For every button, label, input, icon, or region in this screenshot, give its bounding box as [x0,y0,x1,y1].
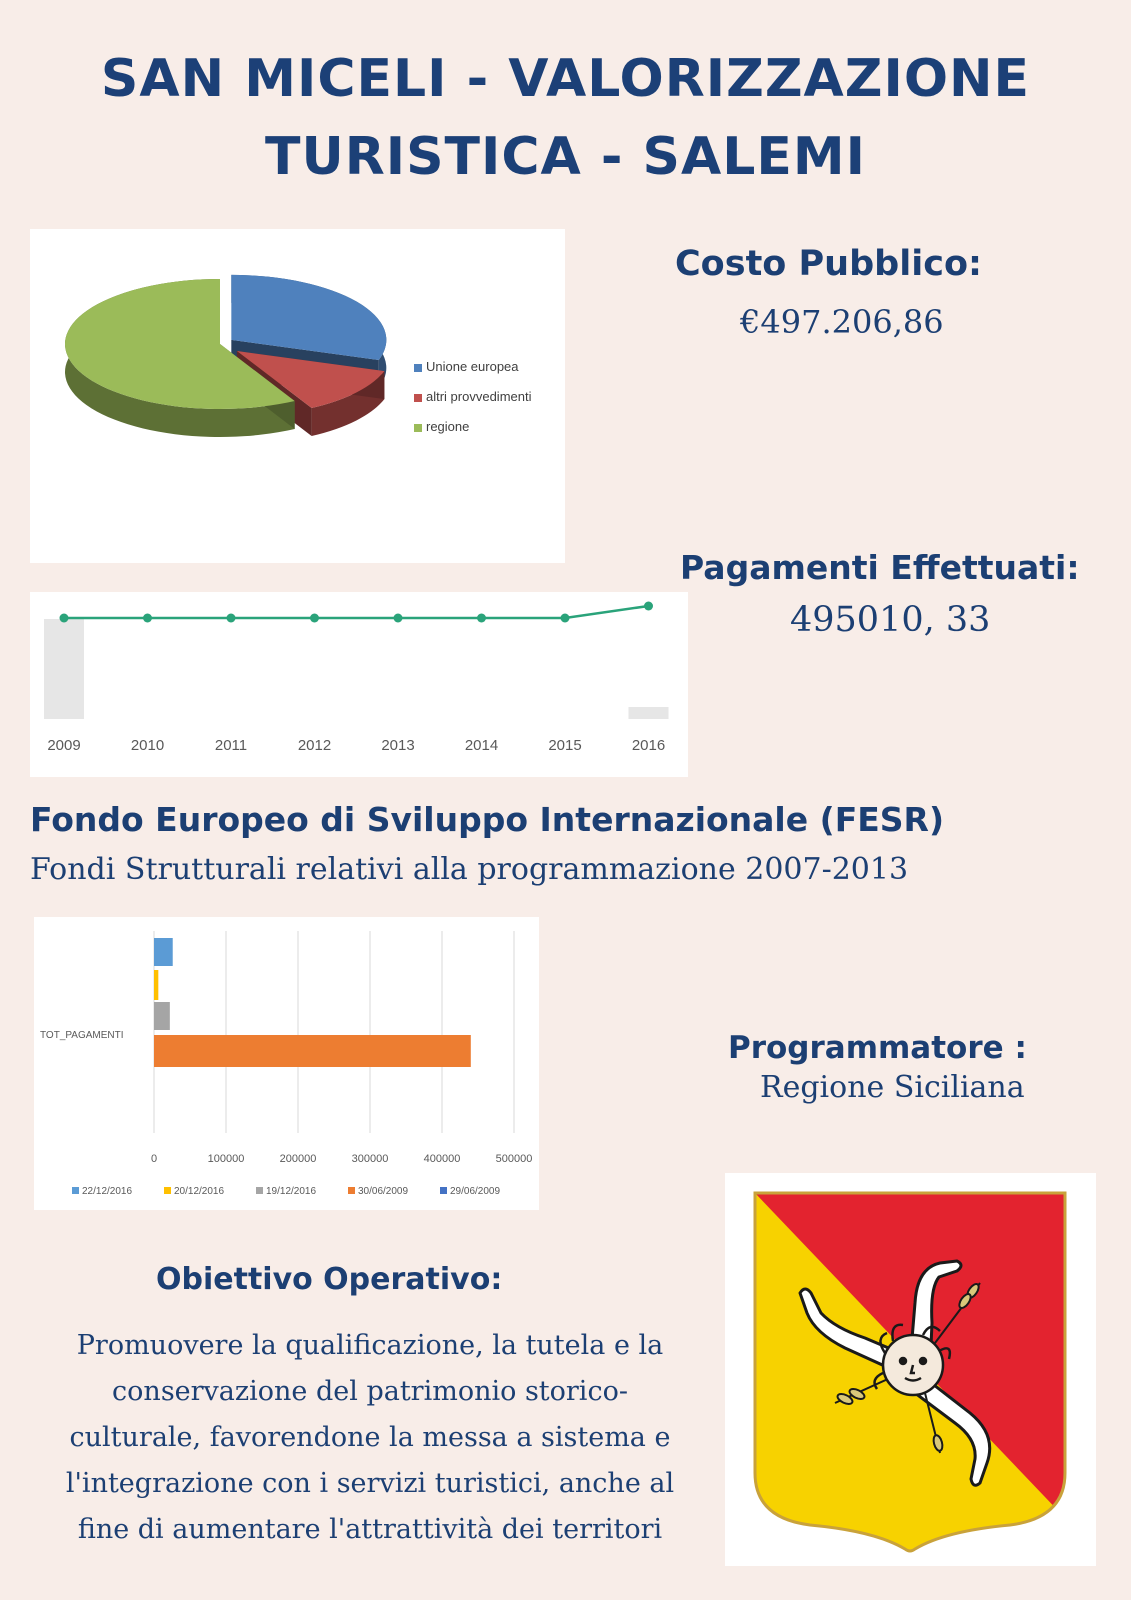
bar [154,1035,471,1067]
bar-category-label: TOT_PAGAMENTI [40,1030,124,1041]
line-chart [30,592,688,777]
x-tick-label: 0 [150,1153,158,1165]
x-tick-label: 2010 [130,737,165,754]
obiettivo-line: fine di aumentare l'attrattività dei territori [77,1514,663,1545]
fesr-heading: Fondo Europeo di Sviluppo Internazionale (FESR) [30,800,945,839]
bar-chart [34,917,539,1210]
trinacria-shield-icon [725,1173,1096,1566]
pagamenti-label: Pagamenti Effettuati: [680,548,1080,587]
title-line-1: SAN MICELI - VALORIZZAZIONE [100,49,1031,109]
line-point [143,614,152,623]
title-line-2: TURISTICA - SALEMI [265,127,866,187]
bar [154,1002,170,1030]
legend-swatch [414,394,422,402]
legend-label: 19/12/2016 [266,1186,317,1197]
emblem-panel [725,1173,1096,1566]
costo-value: €497.206,86 [740,303,944,341]
obiettivo-line: culturale, favorendone la messa a sistema e [69,1422,671,1453]
legend-swatch [72,1187,79,1194]
x-tick-label: 400000 [423,1153,461,1165]
line-point [561,614,570,623]
legend-swatch [256,1187,263,1194]
x-tick-label: 2013 [381,737,415,754]
line-chart-bar [44,619,84,719]
bar [154,970,158,1000]
legend-label: 20/12/2016 [174,1186,225,1197]
x-tick-label: 2016 [631,737,666,754]
line-point [310,614,319,623]
x-tick-label: 2014 [464,737,499,754]
x-tick-label: 500000 [495,1153,533,1165]
line-point [227,614,236,623]
line-point [644,602,653,611]
legend-swatch [164,1187,171,1194]
legend-label: 22/12/2016 [82,1186,133,1197]
line-point [60,614,69,623]
line-chart-bar [629,707,669,719]
obiettivo-line: conservazione del patrimonio storico- [112,1376,628,1407]
legend-label: Unione europea [426,359,519,374]
obiettivo-line: Promuovere la qualificazione, la tutela e la [76,1330,664,1361]
legend-swatch [414,424,422,432]
x-tick-label: 100000 [207,1153,245,1165]
legend-swatch [348,1187,355,1194]
legend-label: 29/06/2009 [450,1186,501,1197]
fesr-subheading: Fondi Strutturali relativi alla programmazione 2007-2013 [30,852,909,887]
costo-label: Costo Pubblico: [675,244,982,284]
programmatore-label: Programmatore : [728,1030,1027,1066]
line-series [64,606,649,618]
legend-label: 30/06/2009 [358,1186,409,1197]
obiettivo-text [30,1323,710,1553]
bar-chart-panel [34,917,539,1210]
line-chart-panel [30,592,688,777]
page-title [0,40,1131,196]
x-tick-label: 2011 [214,737,248,754]
legend-swatch [414,364,422,372]
line-point [394,614,403,623]
obiettivo-label: Obiettivo Operativo: [156,1262,503,1297]
legend-label: regione [426,419,470,434]
x-tick-label: 300000 [351,1153,389,1165]
line-point [477,614,486,623]
pagamenti-value: 495010, 33 [790,600,991,640]
x-tick-label: 2015 [548,737,582,754]
pie-chart [30,229,565,563]
programmatore-value: Regione Siciliana [760,1070,1025,1105]
legend-label: altri provvedimenti [426,389,532,404]
pie-chart-panel [30,229,565,563]
x-tick-label: 200000 [279,1153,317,1165]
bar [154,938,173,966]
x-tick-label: 2012 [297,737,332,754]
obiettivo-line: l'integrazione con i servizi turistici, anche al [65,1468,675,1499]
legend-swatch [440,1187,447,1194]
x-tick-label: 2009 [47,737,81,754]
